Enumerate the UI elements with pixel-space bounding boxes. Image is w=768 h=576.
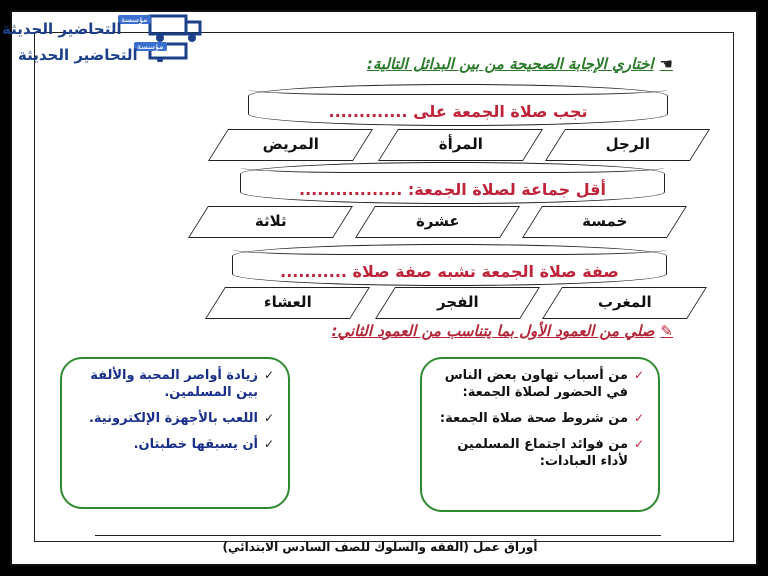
list-item[interactable]: ✓ من فوائد اجتماع المسلمين لأداء العبادات: (457, 437, 644, 469)
option-card[interactable]: ثلاثة (188, 206, 353, 238)
logo-tag: مؤسسة (118, 15, 151, 24)
check-icon: ✓ (263, 368, 274, 382)
publisher-logo (0, 0, 210, 72)
section1-instruction: ☚اختاري الإجابة الصحيحة من بين البدائل التالية: (366, 55, 673, 73)
option-card[interactable]: المريض (208, 129, 373, 161)
check-icon: ✓ (633, 437, 644, 451)
option-card[interactable]: الرجل (545, 129, 710, 161)
question-banner-3 (232, 244, 667, 286)
check-icon: ✓ (633, 368, 644, 382)
truck-icon (140, 2, 210, 62)
logo-name: التحاضير الحديثة (2, 20, 122, 38)
footer-divider (95, 535, 661, 536)
list-item[interactable]: ✓ من أسباب تهاون بعض الناس في الحضور لصلاة الجمعة: (444, 368, 644, 400)
pencil-icon: ✎ (660, 322, 673, 340)
check-icon: ✓ (633, 411, 644, 425)
question-banner-1 (248, 84, 668, 126)
option-card[interactable]: عشرة (355, 206, 520, 238)
list-item[interactable]: ✓ أن يسبقها خطبتان. (133, 437, 274, 452)
matching-column-left (60, 357, 290, 509)
question-text: صفة صلاة الجمعة تشبه صفة صلاة ........... (280, 262, 619, 281)
check-icon: ✓ (263, 411, 274, 425)
logo-tag-2: مؤسسة (134, 42, 167, 51)
option-card[interactable]: المرأة (378, 129, 543, 161)
option-card[interactable]: العشاء (205, 287, 370, 319)
footer-caption: أوراق عمل (الفقه والسلوك للصف السادس الابتدائي) (222, 540, 538, 554)
section2-instruction: ✎صلي من العمود الأول بما يتناسب من العمود الثاني: (331, 322, 673, 340)
hand-pointer-icon: ☚ (659, 55, 673, 73)
option-card[interactable]: الفجر (375, 287, 540, 319)
list-item[interactable]: ✓ اللعب بالأجهزة الإلكترونية. (88, 411, 274, 426)
question-text: تجب صلاة الجمعة على ............. (328, 102, 588, 121)
list-item[interactable]: ✓ من شروط صحة صلاة الجمعة: (439, 411, 644, 426)
list-item[interactable]: ✓ زيادة أواصر المحبة والألفة بين المسلمين. (90, 368, 274, 400)
check-icon: ✓ (263, 437, 274, 451)
option-card[interactable]: خمسة (522, 206, 687, 238)
option-card[interactable]: المغرب (542, 287, 707, 319)
question-text: أقل جماعة لصلاة الجمعة: ................. (299, 180, 606, 199)
logo-name-2: التحاضير الحديثة (18, 46, 138, 64)
question-banner-2 (240, 162, 665, 204)
matching-column-right (420, 357, 660, 512)
